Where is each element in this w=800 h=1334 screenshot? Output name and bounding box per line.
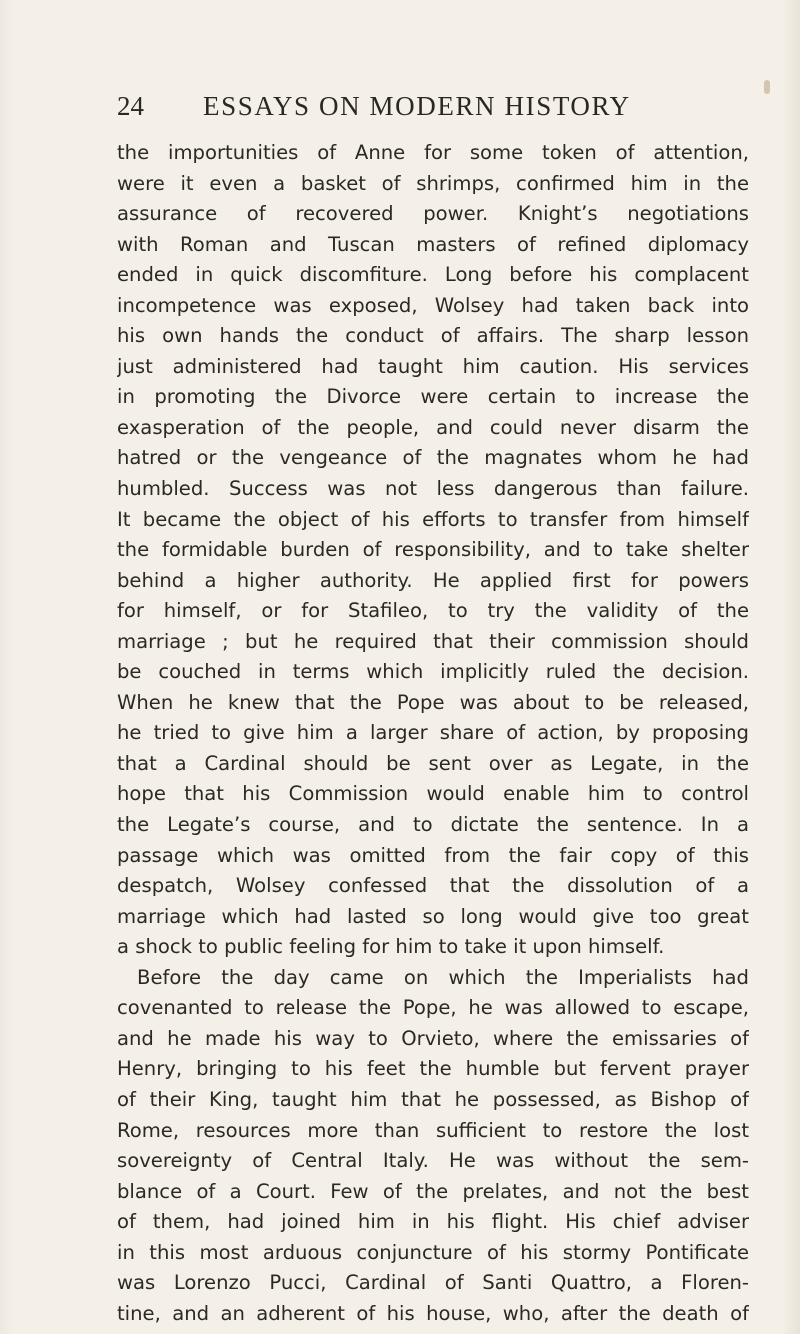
text-line: the formidable burden of responsibility, and to take shelter <box>117 538 749 562</box>
text-line: tine, and an adherent of his house, who, after the death of <box>117 1301 749 1325</box>
text-line: was Lorenzo Pucci, Cardinal of Santi Quattro, a Floren- <box>117 1271 749 1295</box>
page-number: 24 <box>117 91 144 121</box>
text-line: Rome, resources more than sufficient to restore the lost <box>117 1118 749 1142</box>
text-line: sovereignty of Central Italy. He was without the sem- <box>117 1149 749 1173</box>
text-line: marriage ; but he required that their commission should <box>117 629 749 653</box>
text-line: hope that his Commission would enable him to control <box>117 782 749 806</box>
page-smudge <box>764 80 770 94</box>
text-line: marriage which had lasted so long would give too great <box>117 904 749 928</box>
text-line: Henry, bringing to his feet the humble but fervent prayer <box>117 1057 749 1081</box>
text-line: assurance of recovered power. Knight’s negotiations <box>117 202 749 226</box>
text-line: covenanted to release the Pope, he was allowed to escape, <box>117 996 749 1020</box>
body-text <box>117 138 749 1329</box>
text-line: passage which was omitted from the fair copy of this <box>117 843 749 867</box>
text-line: were it even a basket of shrimps, confirmed him in the <box>117 171 749 195</box>
text-line: When he knew that the Pope was about to be released, <box>117 690 749 714</box>
text-line: with Roman and Tuscan masters of refined diplomacy <box>117 232 749 256</box>
text-line: in promoting the Divorce were certain to increase the <box>117 385 749 409</box>
page-header <box>117 86 677 126</box>
text-line: of them, had joined him in his flight. His chief adviser <box>117 1210 749 1234</box>
text-line: incompetence was exposed, Wolsey had taken back into <box>117 293 749 317</box>
text-line: despatch, Wolsey confessed that the dissolution of a <box>117 874 749 898</box>
text-line: for himself, or for Stafileo, to try the validity of the <box>117 599 749 623</box>
text-line: just administered had taught him caution. His services <box>117 354 749 378</box>
text-line: his own hands the conduct of affairs. The sharp lesson <box>117 324 749 348</box>
text-line: he tried to give him a larger share of action, by proposing <box>117 721 749 745</box>
text-line: ended in quick discomfiture. Long before his complacent <box>117 263 749 287</box>
text-line: It became the object of his efforts to transfer from himself <box>117 507 749 531</box>
text-line: exasperation of the people, and could never disarm the <box>117 415 749 439</box>
paragraph-end-line: a shock to public feeling for him to take it upon himself. <box>117 935 665 959</box>
text-line: of their King, taught him that he possessed, as Bishop of <box>117 1087 749 1111</box>
text-line: the importunities of Anne for some token of attention, <box>117 141 749 164</box>
text-line: and he made his way to Orvieto, where the emissaries of <box>117 1026 749 1050</box>
text-line: be couched in terms which implicitly ruled the decision. <box>117 660 749 684</box>
text-line: the Legate’s course, and to dictate the sentence. In a <box>117 813 749 837</box>
text-line: blance of a Court. Few of the prelates, and not the best <box>117 1179 749 1203</box>
paragraph-start-line: Before the day came on which the Imperialists had <box>137 965 749 989</box>
text-line: hatred or the vengeance of the magnates whom he had <box>117 446 749 470</box>
text-line: in this most arduous conjuncture of his stormy Pontificate <box>117 1240 749 1264</box>
running-title: ESSAYS ON MODERN HISTORY <box>203 91 631 121</box>
text-line: that a Cardinal should be sent over as Legate, in the <box>117 751 749 775</box>
text-line: behind a higher authority. He applied first for powers <box>117 568 749 592</box>
text-line: humbled. Success was not less dangerous than failure. <box>117 477 749 501</box>
